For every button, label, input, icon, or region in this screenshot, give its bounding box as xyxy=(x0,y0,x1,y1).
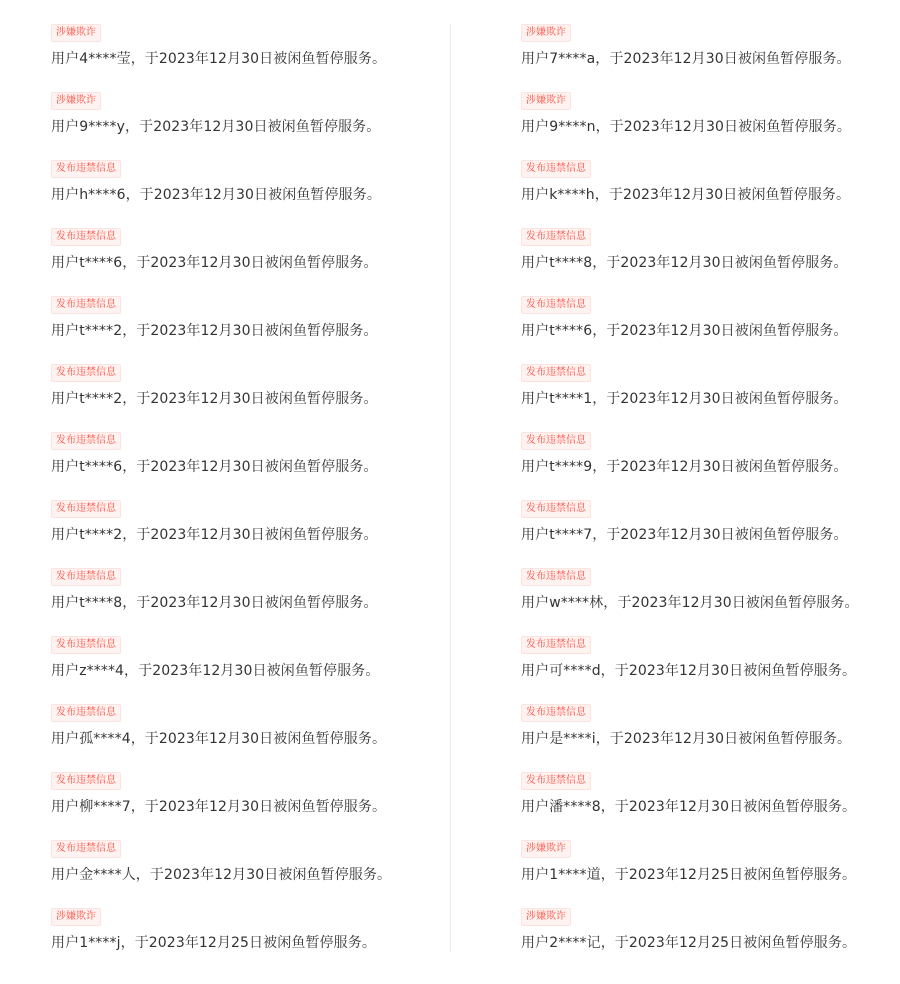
violation-tag: 发布违禁信息 xyxy=(521,772,591,790)
violation-tag: 发布违禁信息 xyxy=(521,364,591,382)
violation-tag: 涉嫌欺诈 xyxy=(521,908,571,926)
notice-item xyxy=(521,568,900,636)
notice-item xyxy=(51,636,451,704)
left-notice-column xyxy=(51,24,451,976)
notice-item xyxy=(521,908,900,976)
notice-item xyxy=(521,364,900,432)
violation-tag: 发布违禁信息 xyxy=(521,500,591,518)
notice-item xyxy=(521,92,900,160)
notice-item xyxy=(521,296,900,364)
violation-tag: 发布违禁信息 xyxy=(51,160,121,178)
suspension-notice-text: 用户k****h，于2023年12月30日被闲鱼暂停服务。 xyxy=(521,187,851,203)
suspension-notice-text: 用户7****a，于2023年12月30日被闲鱼暂停服务。 xyxy=(521,51,851,67)
notice-item xyxy=(51,92,451,160)
suspension-notice-text: 用户t****2，于2023年12月30日被闲鱼暂停服务。 xyxy=(51,323,378,339)
violation-tag: 发布违禁信息 xyxy=(51,568,121,586)
suspension-notice-text: 用户4****莹，于2023年12月30日被闲鱼暂停服务。 xyxy=(51,51,387,67)
notice-item xyxy=(51,840,451,908)
notice-item xyxy=(521,160,900,228)
suspension-notice-text: 用户9****n，于2023年12月30日被闲鱼暂停服务。 xyxy=(521,119,851,135)
suspension-notice-text: 用户t****9，于2023年12月30日被闲鱼暂停服务。 xyxy=(521,459,848,475)
suspension-notice-text: 用户w****林，于2023年12月30日被闲鱼暂停服务。 xyxy=(521,595,859,611)
notice-item xyxy=(51,296,451,364)
suspension-notice-text: 用户是****i，于2023年12月30日被闲鱼暂停服务。 xyxy=(521,731,852,747)
violation-tag: 发布违禁信息 xyxy=(51,228,121,246)
violation-tag: 发布违禁信息 xyxy=(521,568,591,586)
violation-tag: 发布违禁信息 xyxy=(521,432,591,450)
violation-tag: 发布违禁信息 xyxy=(521,704,591,722)
suspension-notice-text: 用户1****j，于2023年12月25日被闲鱼暂停服务。 xyxy=(51,935,376,951)
suspension-notice-text: 用户h****6，于2023年12月30日被闲鱼暂停服务。 xyxy=(51,187,381,203)
column-divider xyxy=(450,24,451,952)
notice-item xyxy=(521,432,900,500)
suspension-notice-text: 用户t****6，于2023年12月30日被闲鱼暂停服务。 xyxy=(51,459,378,475)
suspension-notice-text: 用户t****7，于2023年12月30日被闲鱼暂停服务。 xyxy=(521,527,848,543)
notice-item xyxy=(521,500,900,568)
suspension-notice-text: 用户t****6，于2023年12月30日被闲鱼暂停服务。 xyxy=(521,323,848,339)
suspension-notice-text: 用户金****人，于2023年12月30日被闲鱼暂停服务。 xyxy=(51,867,392,883)
suspension-notice-text: 用户t****2，于2023年12月30日被闲鱼暂停服务。 xyxy=(51,527,378,543)
violation-tag: 涉嫌欺诈 xyxy=(521,92,571,110)
notice-item xyxy=(51,228,451,296)
violation-tag: 发布违禁信息 xyxy=(521,296,591,314)
notice-item xyxy=(51,160,451,228)
notice-item xyxy=(51,364,451,432)
notice-item xyxy=(521,636,900,704)
suspension-notice-text: 用户t****1，于2023年12月30日被闲鱼暂停服务。 xyxy=(521,391,848,407)
notice-item xyxy=(51,704,451,772)
violation-tag: 发布违禁信息 xyxy=(51,432,121,450)
violation-tag: 发布违禁信息 xyxy=(51,636,121,654)
notice-item xyxy=(51,908,451,976)
notice-item xyxy=(521,840,900,908)
suspension-notice-text: 用户t****8，于2023年12月30日被闲鱼暂停服务。 xyxy=(51,595,378,611)
suspension-notice-text: 用户z****4，于2023年12月30日被闲鱼暂停服务。 xyxy=(51,663,380,679)
violation-tag: 涉嫌欺诈 xyxy=(51,908,101,926)
violation-tag: 发布违禁信息 xyxy=(51,772,121,790)
violation-tag: 涉嫌欺诈 xyxy=(521,840,571,858)
notice-item xyxy=(521,228,900,296)
suspension-notice-text: 用户潘****8，于2023年12月30日被闲鱼暂停服务。 xyxy=(521,799,857,815)
violation-tag: 涉嫌欺诈 xyxy=(521,24,571,42)
violation-tag: 发布违禁信息 xyxy=(51,704,121,722)
suspension-notice-text: 用户柳****7，于2023年12月30日被闲鱼暂停服务。 xyxy=(51,799,387,815)
suspension-notice-text: 用户孤****4，于2023年12月30日被闲鱼暂停服务。 xyxy=(51,731,387,747)
violation-tag: 发布违禁信息 xyxy=(521,160,591,178)
notice-item xyxy=(51,772,451,840)
notice-item xyxy=(521,24,900,92)
notice-item xyxy=(51,432,451,500)
notice-item xyxy=(51,24,451,92)
suspension-notice-text: 用户2****记，于2023年12月25日被闲鱼暂停服务。 xyxy=(521,935,857,951)
suspension-notice-text: 用户1****道，于2023年12月25日被闲鱼暂停服务。 xyxy=(521,867,857,883)
notice-item xyxy=(521,772,900,840)
violation-tag: 发布违禁信息 xyxy=(51,840,121,858)
suspension-notice-text: 用户t****8，于2023年12月30日被闲鱼暂停服务。 xyxy=(521,255,848,271)
violation-tag: 涉嫌欺诈 xyxy=(51,92,101,110)
violation-tag: 发布违禁信息 xyxy=(521,636,591,654)
notice-item xyxy=(51,500,451,568)
violation-tag: 发布违禁信息 xyxy=(51,500,121,518)
violation-tag: 发布违禁信息 xyxy=(51,364,121,382)
suspension-notice-text: 用户t****2，于2023年12月30日被闲鱼暂停服务。 xyxy=(51,391,378,407)
violation-tag: 发布违禁信息 xyxy=(521,228,591,246)
right-notice-column xyxy=(521,24,900,976)
violation-tag: 涉嫌欺诈 xyxy=(51,24,101,42)
notice-item xyxy=(521,704,900,772)
violation-tag: 发布违禁信息 xyxy=(51,296,121,314)
notice-item xyxy=(51,568,451,636)
suspension-notice-text: 用户9****y，于2023年12月30日被闲鱼暂停服务。 xyxy=(51,119,381,135)
suspension-notice-text: 用户t****6，于2023年12月30日被闲鱼暂停服务。 xyxy=(51,255,378,271)
suspension-notice-text: 用户可****d，于2023年12月30日被闲鱼暂停服务。 xyxy=(521,663,857,679)
